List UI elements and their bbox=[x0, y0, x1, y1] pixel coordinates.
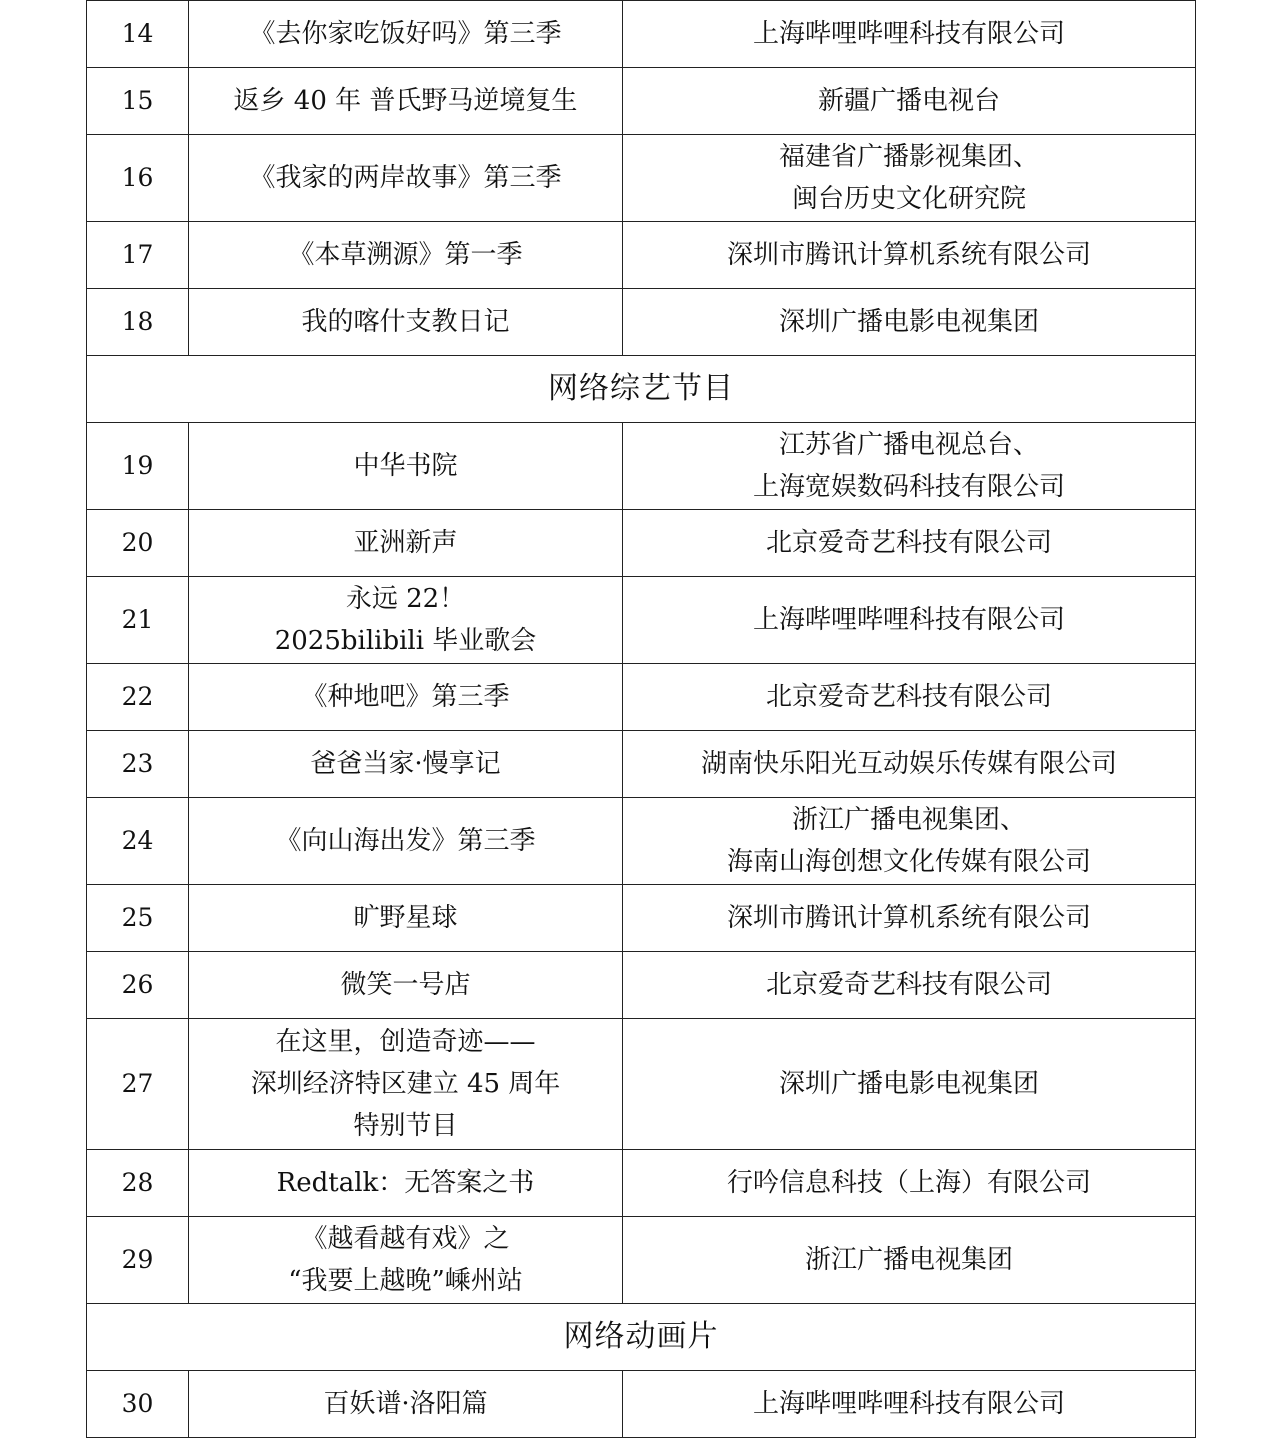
producer-org: 深圳广播电影电视集团 bbox=[623, 1019, 1196, 1150]
row-number: 18 bbox=[87, 289, 189, 356]
table-row bbox=[87, 1150, 1196, 1217]
row-number: 29 bbox=[87, 1217, 189, 1304]
row-number: 24 bbox=[87, 798, 189, 885]
program-title: 《去你家吃饭好吗》第三季 bbox=[189, 1, 623, 68]
producer-org: 江苏省广播电视总台、 上海宽娱数码科技有限公司 bbox=[623, 423, 1196, 510]
program-title: 爸爸当家·慢享记 bbox=[189, 731, 623, 798]
section-header-row bbox=[87, 356, 1196, 423]
program-title: 返乡 40 年 普氏野马逆境复生 bbox=[189, 68, 623, 135]
program-title: 永远 22！ 2025bilibili 毕业歌会 bbox=[189, 577, 623, 664]
program-title: 《向山海出发》第三季 bbox=[189, 798, 623, 885]
table-row bbox=[87, 289, 1196, 356]
producer-org: 福建省广播影视集团、 闽台历史文化研究院 bbox=[623, 135, 1196, 222]
row-number: 22 bbox=[87, 664, 189, 731]
program-list-table bbox=[86, 0, 1196, 1438]
table-row bbox=[87, 1371, 1196, 1438]
row-number: 27 bbox=[87, 1019, 189, 1150]
producer-org: 深圳市腾讯计算机系统有限公司 bbox=[623, 885, 1196, 952]
table-row bbox=[87, 1019, 1196, 1150]
table-row bbox=[87, 798, 1196, 885]
producer-org: 新疆广播电视台 bbox=[623, 68, 1196, 135]
table-row bbox=[87, 1, 1196, 68]
row-number: 28 bbox=[87, 1150, 189, 1217]
producer-org: 上海哔哩哔哩科技有限公司 bbox=[623, 1371, 1196, 1438]
producer-org: 上海哔哩哔哩科技有限公司 bbox=[623, 577, 1196, 664]
program-title: 亚洲新声 bbox=[189, 510, 623, 577]
producer-org: 北京爱奇艺科技有限公司 bbox=[623, 952, 1196, 1019]
producer-org: 北京爱奇艺科技有限公司 bbox=[623, 664, 1196, 731]
row-number: 23 bbox=[87, 731, 189, 798]
producer-org: 深圳广播电影电视集团 bbox=[623, 289, 1196, 356]
producer-org: 上海哔哩哔哩科技有限公司 bbox=[623, 1, 1196, 68]
section-header-row bbox=[87, 1304, 1196, 1371]
table-row bbox=[87, 222, 1196, 289]
program-title: 《我家的两岸故事》第三季 bbox=[189, 135, 623, 222]
table-row bbox=[87, 135, 1196, 222]
section-title: 网络动画片 bbox=[87, 1304, 1196, 1371]
program-title: 在这里，创造奇迹—— 深圳经济特区建立 45 周年 特别节目 bbox=[189, 1019, 623, 1150]
producer-org: 深圳市腾讯计算机系统有限公司 bbox=[623, 222, 1196, 289]
program-title: 《越看越有戏》之 “我要上越晚”嵊州站 bbox=[189, 1217, 623, 1304]
program-title: 《本草溯源》第一季 bbox=[189, 222, 623, 289]
table-row bbox=[87, 577, 1196, 664]
section-title: 网络综艺节目 bbox=[87, 356, 1196, 423]
program-title: 百妖谱·洛阳篇 bbox=[189, 1371, 623, 1438]
row-number: 26 bbox=[87, 952, 189, 1019]
row-number: 21 bbox=[87, 577, 189, 664]
producer-org: 北京爱奇艺科技有限公司 bbox=[623, 510, 1196, 577]
program-title: 旷野星球 bbox=[189, 885, 623, 952]
program-title: 《种地吧》第三季 bbox=[189, 664, 623, 731]
row-number: 20 bbox=[87, 510, 189, 577]
producer-org: 浙江广播电视集团、 海南山海创想文化传媒有限公司 bbox=[623, 798, 1196, 885]
row-number: 16 bbox=[87, 135, 189, 222]
producer-org: 浙江广播电视集团 bbox=[623, 1217, 1196, 1304]
program-title: 微笑一号店 bbox=[189, 952, 623, 1019]
program-title: 我的喀什支教日记 bbox=[189, 289, 623, 356]
table-row bbox=[87, 664, 1196, 731]
table-row bbox=[87, 952, 1196, 1019]
producer-org: 湖南快乐阳光互动娱乐传媒有限公司 bbox=[623, 731, 1196, 798]
table-row bbox=[87, 731, 1196, 798]
row-number: 15 bbox=[87, 68, 189, 135]
program-title: Redtalk：无答案之书 bbox=[189, 1150, 623, 1217]
producer-org: 行吟信息科技（上海）有限公司 bbox=[623, 1150, 1196, 1217]
row-number: 14 bbox=[87, 1, 189, 68]
table-row bbox=[87, 885, 1196, 952]
table-row bbox=[87, 68, 1196, 135]
table-row bbox=[87, 510, 1196, 577]
table-row bbox=[87, 1217, 1196, 1304]
row-number: 19 bbox=[87, 423, 189, 510]
row-number: 17 bbox=[87, 222, 189, 289]
table-row bbox=[87, 423, 1196, 510]
program-title: 中华书院 bbox=[189, 423, 623, 510]
row-number: 25 bbox=[87, 885, 189, 952]
row-number: 30 bbox=[87, 1371, 189, 1438]
